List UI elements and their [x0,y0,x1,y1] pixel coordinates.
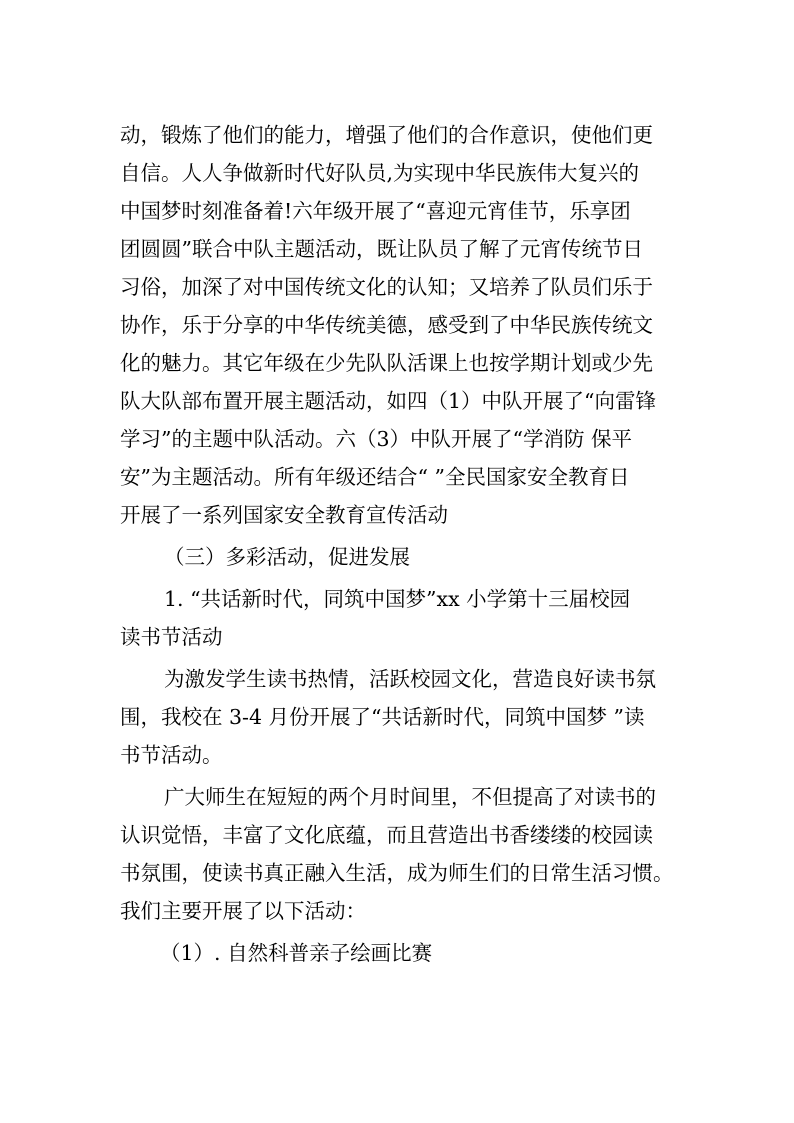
sub-item-heading: （1）. 自然科普亲子绘画比赛 [160,941,433,965]
paragraph-line: 广大师生在短短的两个月时间里，不但提高了对读书的 [164,785,656,809]
paragraph-line: 学习”的主题中队活动。六（3）中队开展了“学消防 保平 [120,427,633,451]
paragraph-line: 自信。人人争做新时代好队员,为实现中华民族伟大复兴的 [120,161,640,185]
paragraph-line: 认识觉悟，丰富了文化底蕴，而且营造出书香缕缕的校园读 [120,823,653,847]
paragraph-line: 队大队部布置开展主题活动，如四（1）中队开展了“向雷锋 [120,389,657,413]
paragraph-line: 团圆圆”联合中队主题活动，既让队员了解了元宵传统节日 [120,237,643,261]
paragraph-line: 动，锻炼了他们的能力，增强了他们的合作意识，使他们更 [120,123,653,147]
paragraph-line: 习俗，加深了对中国传统文化的认知；又培养了队员们乐于 [120,275,653,299]
paragraph-line: 围，我校在 3-4 月份开展了“共话新时代，同筑中国梦 ”读 [120,705,645,729]
paragraph-line: 我们主要开展了以下活动： [120,899,366,923]
paragraph-line: 中国梦时刻准备着!六年级开展了“喜迎元宵佳节，乐享团 [120,199,631,223]
paragraph-line: 化的魅力。其它年级在少先队队活课上也按学期计划或少先 [120,351,653,375]
list-item-title-continued: 读书节活动 [120,625,223,649]
paragraph-line: 协作，乐于分享的中华传统美德，感受到了中华民族传统文 [120,313,653,337]
paragraph-line: 为激发学生读书热情，活跃校园文化，营造良好读书氛 [164,667,656,691]
list-item-title: 1. “共话新时代，同筑中国梦”xx 小学第十三届校园 [164,587,631,611]
section-heading: （三）多彩活动，促进发展 [164,545,410,569]
paragraph-line: 书氛围，使读书真正融入生活，成为师生们的日常生活习惯。 [120,861,674,885]
paragraph-line: 书节活动。 [120,743,223,767]
paragraph-line: 安”为主题活动。所有年级还结合“ ”全民国家安全教育日 [120,465,630,489]
paragraph-line: 开展了一系列国家安全教育宣传活动 [120,503,448,527]
body-text [120,118,680,971]
